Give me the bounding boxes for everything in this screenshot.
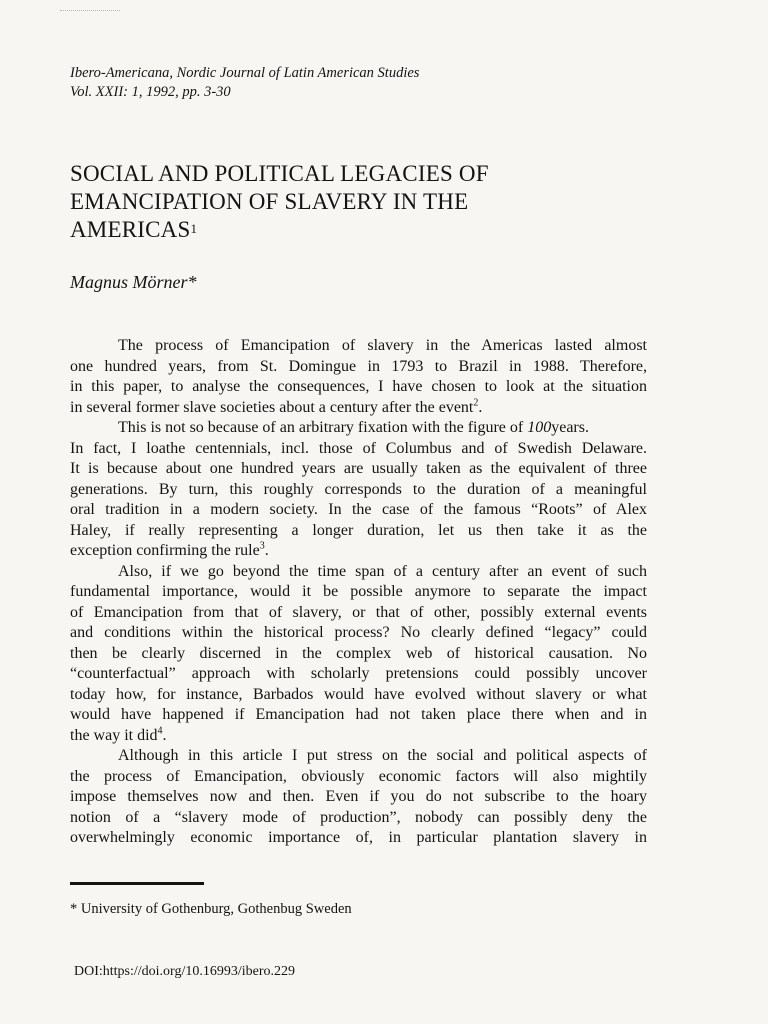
text-line: Although in this article I put stress on the social and political aspects of (118, 747, 647, 764)
text-line: overwhelmingly economic importance of, in particular plantation slavery in (70, 829, 647, 846)
footnote-divider (70, 882, 204, 885)
text-line: Haley, if really representing a longer duration, let us then take it as the (70, 521, 647, 539)
text-line: then be clearly discerned in the complex web of historical causation. No (70, 644, 647, 662)
footnote-marker[interactable]: 2 (473, 397, 479, 409)
text-line: in this paper, to analyse the consequences, I have chosen to look at the situation (70, 378, 647, 395)
journal-volume: Vol. XXII: 1, 1992, pp. 3-30 (70, 84, 231, 100)
text-line: “counterfactual” approach with scholarly pretensions could possibly uncover (70, 665, 647, 682)
text-line: notion of a “slavery mode of production”, nobody can possibly deny the (70, 808, 647, 826)
text-line: Also, if we go beyond the time span of a century after an event of such (118, 562, 647, 580)
author-affiliation-footnote: * University of Gothenburg, Gothenbug Sweden (70, 901, 352, 917)
text-line: The process of Emancipation of slavery in the Americas lasted almost (118, 337, 647, 354)
title-line: AMERICAS$^1$ (70, 217, 198, 242)
title-line: EMANCIPATION OF SLAVERY IN THE (70, 189, 469, 214)
text-line: fundamental importance, would it be possible anymore to separate the impact (70, 583, 647, 600)
text-line: oral tradition in a modern society. In the case of the famous “Roots” of Alex (70, 501, 647, 518)
text-line: of Emancipation from that of slavery, or that of other, possibly external events (70, 603, 647, 621)
text-line: would have happened if Emancipation had not taken place there when and in (70, 706, 647, 723)
text-line: This is not so because of an arbitrary fixation with the figure of 100years. (118, 419, 589, 436)
italic-figure: 100 (527, 419, 552, 436)
text-line: It is because about one hundred years are usually taken as the equivalent of three (70, 460, 647, 477)
author-name: Magnus Mörner* (70, 272, 197, 292)
text-line: the way it did$^4$. (70, 725, 167, 744)
journal-citation (70, 64, 419, 102)
text-line: In fact, I loathe centennials, incl. those of Columbus and of Swedish Delaware. (70, 439, 647, 457)
footnote-marker[interactable]: 3 (259, 540, 265, 552)
text-line: one hundred years, from St. Domingue in 1793 to Brazil in 1988. Therefore, (70, 357, 647, 375)
text-line: in several former slave societies about a century after the event$^2$. (70, 397, 483, 416)
title-footnote-marker[interactable]: 1 (190, 221, 198, 236)
article-title (70, 160, 630, 244)
text-line: impose themselves now and then. Even if you do not subscribe to the hoary (70, 788, 647, 805)
text-line: and conditions within the historical process? No clearly defined “legacy” could (70, 624, 647, 641)
paragraph (70, 418, 647, 562)
text-line: today how, for instance, Barbados would have evolved without slavery or what (70, 685, 647, 703)
paragraph (70, 562, 647, 747)
text-line: the process of Emancipation, obviously economic factors will also mightily (70, 767, 647, 785)
doi-link[interactable]: DOI:https://doi.org/10.16993/ibero.229 (74, 964, 296, 979)
journal-name: Ibero-Americana, Nordic Journal of Latin American Studies (70, 65, 420, 81)
paragraph (70, 746, 647, 849)
text-line: exception confirming the rule$^3$. (70, 540, 269, 559)
text-line: generations. By turn, this roughly corresponds to the duration of a meaningful (70, 480, 647, 498)
article-body (70, 336, 647, 849)
paragraph (70, 336, 647, 418)
scan-artifact (60, 10, 120, 13)
title-line: SOCIAL AND POLITICAL LEGACIES OF (70, 161, 489, 186)
footnote-marker[interactable]: 4 (157, 725, 163, 737)
